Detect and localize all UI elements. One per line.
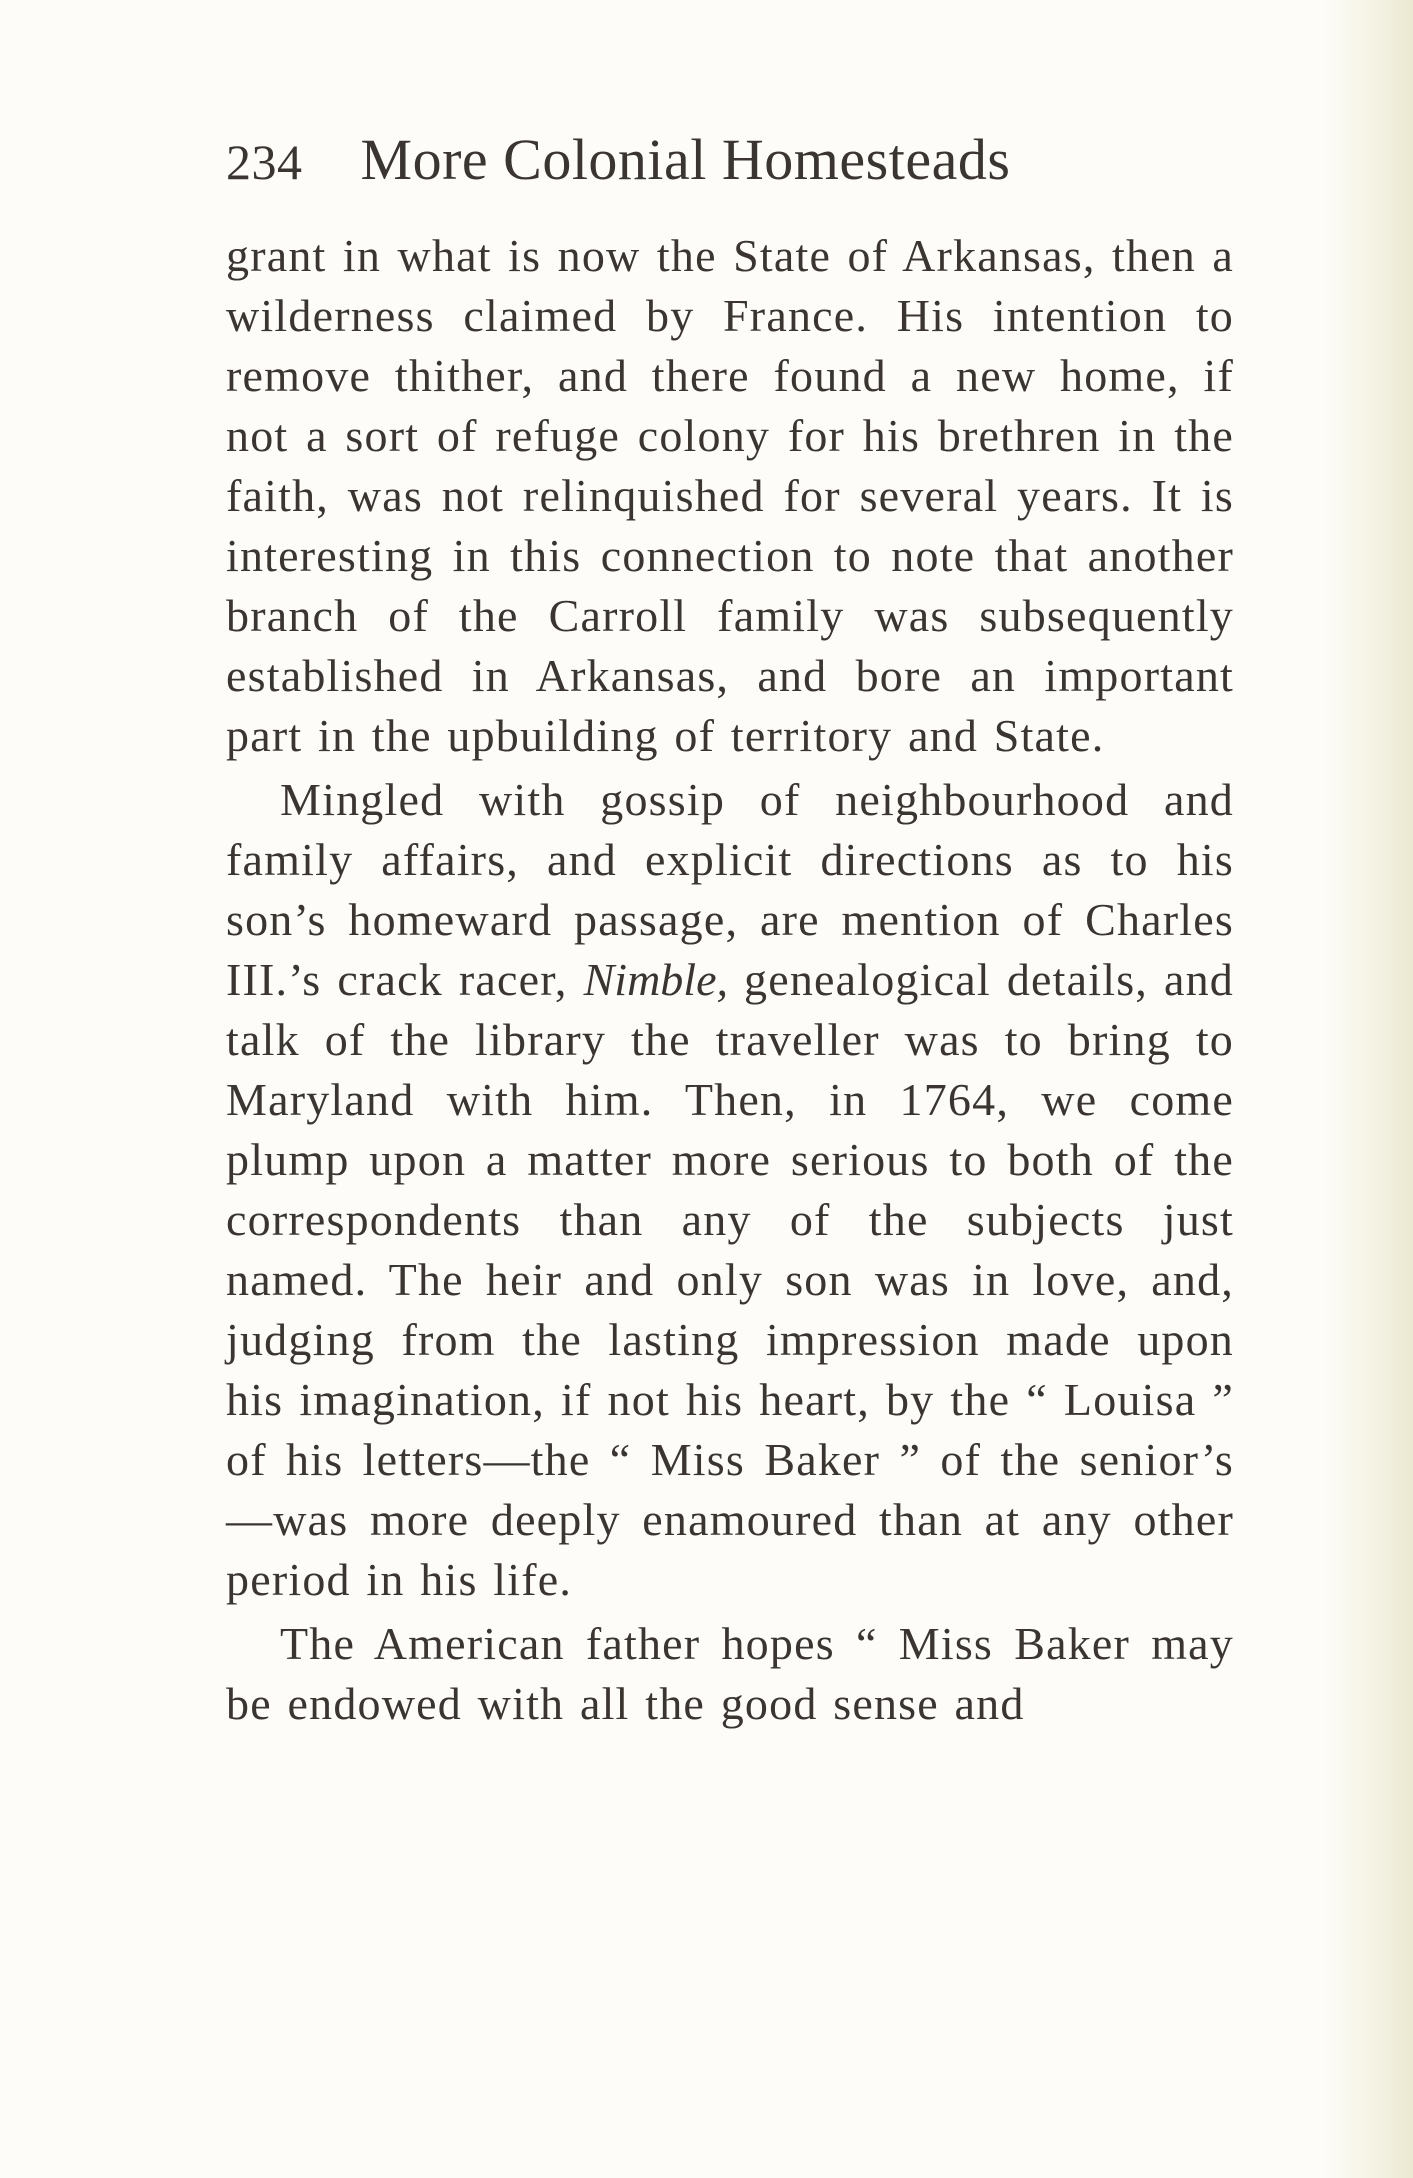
ship-name-italic: Nimble, — [583, 954, 729, 1005]
running-title: More Colonial Homesteads — [360, 127, 1011, 192]
paragraph-continued: grant in what is now the State of Arkansas, then a wilderness claimed by France. His intention to remove thither, and there found a new home, if not a sort of refuge colony for his brethren in the faith, was not relinquished for several years. It is interesting in this connection to note that another branch of the Carroll family was subsequently established in Arkansas, and bore an important part in the upbuilding of territory and State. — [226, 230, 1234, 761]
paragraph-text-after-ship: genealogical details, and talk of the library the traveller was to bring to Maryland with him. Then, in 1764, we come plump upon a matter more serious to both of the correspondents than any of the subjects just named. The heir and only son was in love, and, judging from the lasting impression made upon his imagination, if not his heart, by the “ Louisa ” of his letters—the “ Miss Baker ” of the senior’s—was more deeply enamoured than at any other period in his life. — [226, 954, 1234, 1605]
book-page — [226, 127, 1234, 1734]
paragraph-text-before-ship: Mingled with gossip of neighbourhood and family affairs, and explicit directions as to his son’s homeward passage, are mention of Charles III.’s crack racer, — [226, 774, 1234, 1005]
paragraph-american-father: The American father hopes “ Miss Baker may be endowed with all the good sense and — [226, 1618, 1234, 1729]
paragraph-mingled — [226, 770, 1234, 1610]
page-edge-shadow — [1323, 0, 1413, 2178]
running-head — [226, 127, 1234, 192]
page-number: 234 — [226, 134, 303, 190]
